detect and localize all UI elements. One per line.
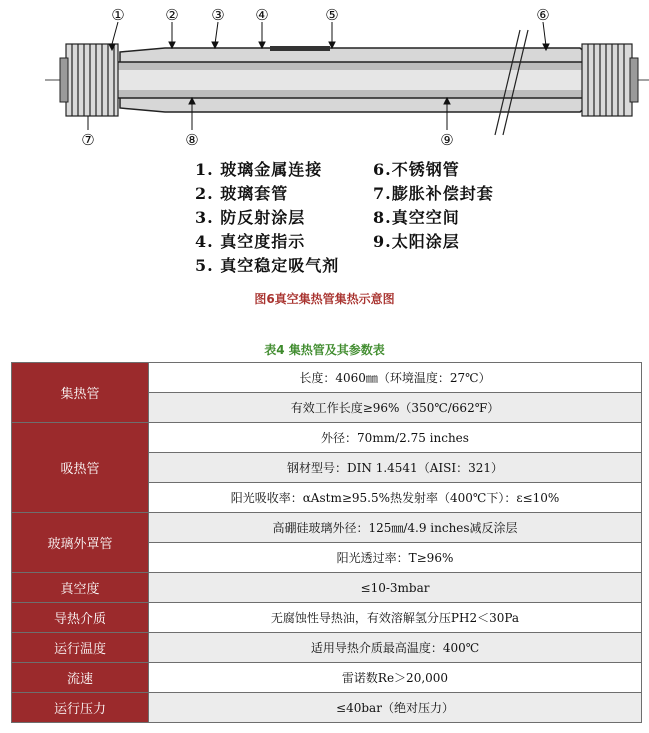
table-row — [12, 573, 642, 603]
legend-left-column — [195, 158, 339, 278]
parameter-table — [11, 362, 642, 723]
marker-5: ⑤ — [325, 6, 339, 24]
legend-item: 9.太阳涂层 — [373, 232, 460, 251]
row-value: ≤10-3mbar — [149, 573, 642, 603]
marker-6: ⑥ — [536, 6, 550, 24]
row-value: 长度：4060㎜（环境温度：27℃） — [149, 363, 642, 393]
legend-item: 2. 玻璃套管 — [195, 184, 289, 203]
legend-item: 8.真空空间 — [373, 208, 460, 227]
legend-right-column — [373, 158, 494, 254]
marker-1: ① — [111, 6, 125, 24]
row-value: 钢材型号：DIN 1.4541（AISI：321） — [149, 453, 642, 483]
table-row — [12, 423, 642, 453]
legend-item: 3. 防反射涂层 — [195, 208, 306, 227]
marker-7: ⑦ — [81, 131, 95, 149]
row-header: 导热介质 — [12, 603, 149, 633]
row-value: 雷诺数Re＞20,000 — [149, 663, 642, 693]
right-bellows — [582, 44, 632, 116]
receiver-tube-diagram — [0, 0, 649, 275]
row-header: 吸热管 — [12, 423, 149, 513]
table-row — [12, 663, 642, 693]
legend-item: 5. 真空稳定吸气剂 — [195, 256, 340, 275]
row-header: 运行温度 — [12, 633, 149, 663]
marker-4: ④ — [255, 6, 269, 24]
row-header: 玻璃外罩管 — [12, 513, 149, 573]
left-bellows — [66, 44, 118, 116]
row-value: 适用导热介质最高温度：400℃ — [149, 633, 642, 663]
table-row — [12, 603, 642, 633]
table-row — [12, 633, 642, 663]
row-header: 运行压力 — [12, 693, 149, 723]
row-value: 无腐蚀性导热油，有效溶解氢分压PH2＜30Pa — [149, 603, 642, 633]
row-value: 高硼硅玻璃外径：125㎜/4.9 inches减反涂层 — [149, 513, 642, 543]
getter-strip — [270, 46, 330, 51]
marker-3: ③ — [211, 6, 225, 24]
legend-item: 7.膨胀补偿封套 — [373, 184, 494, 203]
row-header: 集热管 — [12, 363, 149, 423]
row-header: 真空度 — [12, 573, 149, 603]
marker-9: ⑨ — [440, 131, 454, 149]
row-header: 流速 — [12, 663, 149, 693]
legend-item: 1. 玻璃金属连接 — [195, 160, 323, 179]
table-title: 表4 集热管及其参数表 — [264, 343, 385, 357]
marker-2: ② — [165, 6, 179, 24]
table-row — [12, 513, 642, 543]
table-row — [12, 693, 642, 723]
row-value: 阳光透过率：T≥96% — [149, 543, 642, 573]
row-value: ≤40bar（绝对压力） — [149, 693, 642, 723]
figure-caption: 图6真空集热管集热示意图 — [254, 292, 395, 306]
row-value: 外径：70mm/2.75 inches — [149, 423, 642, 453]
row-value: 阳光吸收率：αAstm≥95.5%热发射率（400℃下）：ε≤10% — [149, 483, 642, 513]
row-value: 有效工作长度≥96%（350℃/662℉） — [149, 393, 642, 423]
legend-item: 6.不锈钢管 — [373, 160, 460, 179]
receiver-tube-drawing — [0, 0, 649, 160]
legend-item: 4. 真空度指示 — [195, 232, 306, 251]
marker-8: ⑧ — [185, 131, 199, 149]
table-row — [12, 363, 642, 393]
